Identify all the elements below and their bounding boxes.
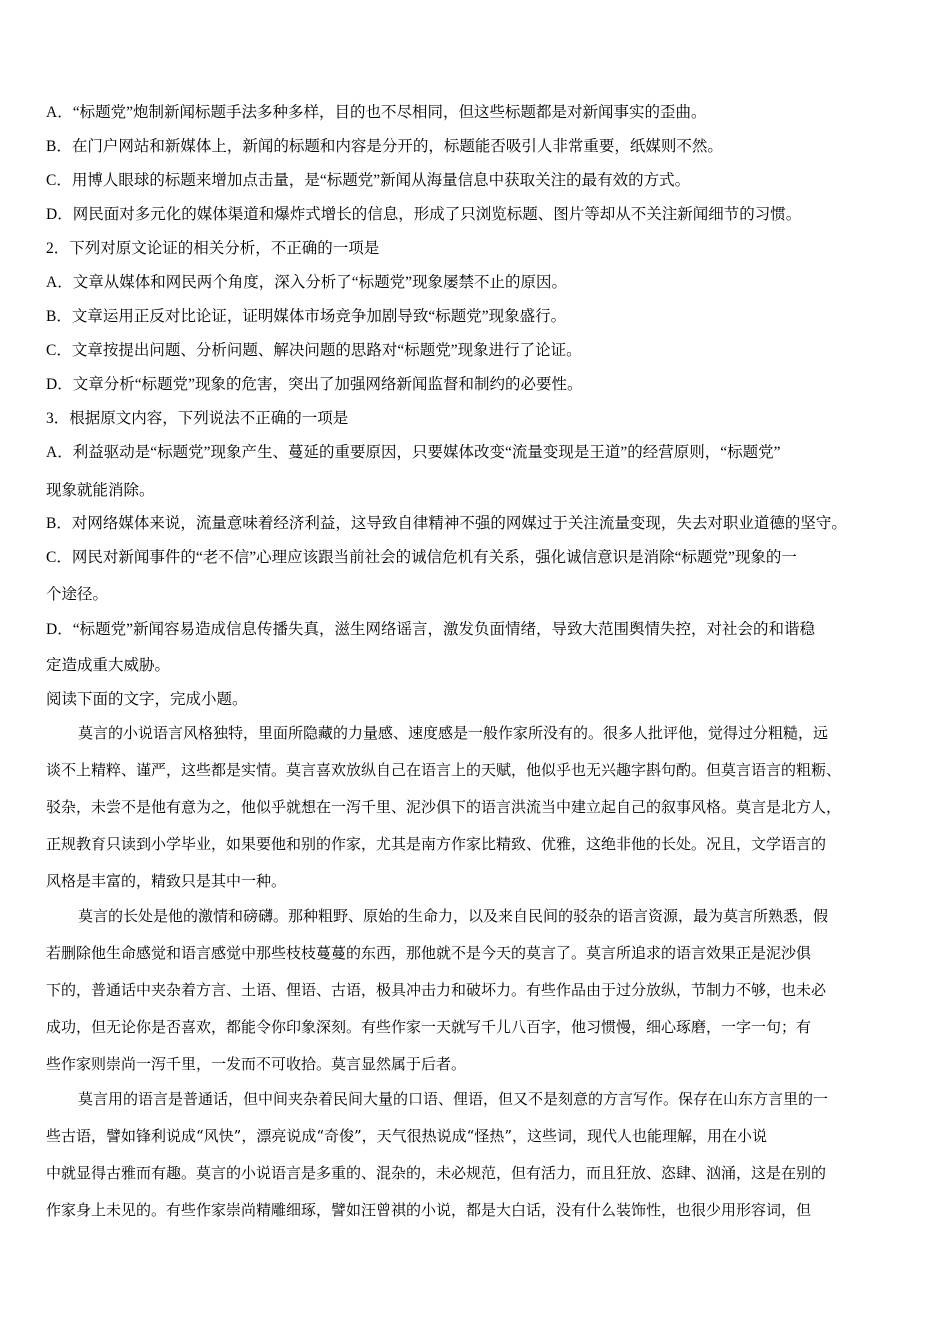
option-line: 个途径。: [46, 586, 109, 603]
question-stem: 2．下列对原文论证的相关分析，不正确的一项是: [46, 240, 380, 257]
option-line: A．“标题党”炮制新闻标题手法多种多样，目的也不尽相同，但这些标题都是对新闻事实的歪曲。: [46, 104, 707, 121]
passage-line: 些古语，譬如锋利说成“风快”，漂亮说成“奇俊”，天气很热说成“怪热”，这些词，现代人也能理解，用在小说: [46, 1127, 768, 1145]
passage-line: 风格是丰富的，精致只是其中一种。: [46, 872, 287, 890]
passage-line: 下的，普通话中夹杂着方言、土语、俚语、古语，极具冲击力和破坏力。有些作品由于过分放纵，节制力不够，也未必: [46, 981, 827, 999]
passage-line: 正规教育只读到小学毕业，如果要他和别的作家，尤其是南方作家比精致、优雅，这绝非他的长处。况且，文学语言的: [46, 835, 827, 853]
option-line: 定造成重大威胁。: [46, 657, 171, 674]
option-line: C．用博人眼球的标题来增加点击量，是“标题党”新闻从海量信息中获取关注的最有效的方式。: [46, 172, 691, 189]
passage-line: 莫言的长处是他的激情和磅礴。那种粗野、原始的生命力，以及来自民间的驳杂的语言资源，最为莫言所熟悉，假: [78, 907, 829, 925]
option-line: A．文章从媒体和网民两个角度，深入分析了“标题党”现象屡禁不止的原因。: [46, 274, 567, 291]
passage-line: 莫言用的语言是普通话，但中间夹杂着民间大量的口语、俚语，但又不是刻意的方言写作。保存在山东方言里的一: [78, 1090, 829, 1108]
option-line: A．利益驱动是“标题党”现象产生、蔓延的重要原因，只要媒体改变“流量变现是王道”的经营原则，“标题党”: [46, 444, 781, 461]
option-line: B．文章运用正反对比论证，证明媒体市场竞争加剧导致“标题党”现象盛行。: [46, 308, 567, 325]
passage-line: 成功，但无论你是否喜欢，都能令你印象深刻。有些作家一天就写千儿八百字，他习惯慢，细心琢磨，一字一句；有: [46, 1018, 812, 1036]
option-line: 现象就能消除。: [46, 482, 155, 499]
option-line: D．文章分析“标题党”现象的危害，突出了加强网络新闻监督和制约的必要性。: [46, 376, 583, 393]
passage-line: 些作家则崇尚一泻千里，一发而不可收拾。莫言显然属于后者。: [46, 1055, 467, 1073]
option-line: B．在门户网站和新媒体上，新闻的标题和内容是分开的，标题能否吸引人非常重要，纸媒则不然。: [46, 138, 723, 155]
section-instruction: 阅读下面的文字，完成小题。: [46, 691, 248, 708]
option-line: C．网民对新闻事件的“老不信”心理应该跟当前社会的诚信危机有关系，强化诚信意识是消除“标题党”现象的一: [46, 549, 797, 566]
option-line: B．对网络媒体来说，流量意味着经济利益，这导致自律精神不强的网媒过于关注流量变现，失去对职业道德的坚守。: [46, 515, 847, 532]
passage-line: 作家身上未见的。有些作家崇尚精雕细琢，譬如汪曾祺的小说，都是大白话，没有什么装饰性，也很少用形容词，但: [46, 1201, 812, 1219]
passage-line: 若删除他生命感觉和语言感觉中那些枝枝蔓蔓的东西，那他就不是今天的莫言了。莫言所追求的语言效果正是泥沙俱: [46, 944, 812, 962]
option-line: C．文章按提出问题、分析问题、解决问题的思路对“标题党”现象进行了论证。: [46, 342, 582, 359]
option-line: D．网民面对多元化的媒体渠道和爆炸式增长的信息，形成了只浏览标题、图片等却从不关注新闻细节的习惯。: [46, 206, 802, 223]
passage-line: 谈不上精粹、谨严，这些都是实情。莫言喜欢放纵自己在语言上的天赋，他似乎也无兴趣字斟句酌。但莫言语言的粗粝、: [46, 761, 842, 779]
option-line: D．“标题党”新闻容易造成信息传播失真，滋生网络谣言，激发负面情绪，导致大范围舆情失控，对社会的和谐稳: [46, 621, 815, 638]
question-stem: 3．根据原文内容，下列说法不正确的一项是: [46, 410, 349, 427]
passage-line: 莫言的小说语言风格独特，里面所隐藏的力量感、速度感是一般作家所没有的。很多人批评他，觉得过分粗糙，远: [78, 724, 829, 742]
passage-line: 中就显得古雅而有趣。莫言的小说语言是多重的、混杂的，未必规范，但有活力，而且狂放、恣肆、汹涌，这是在别的: [46, 1164, 827, 1182]
passage-line: 驳杂，未尝不是他有意为之，他似乎就想在一泻千里、泥沙俱下的语言洪流当中建立起自己的叙事风格。莫言是北方人，: [46, 798, 842, 816]
